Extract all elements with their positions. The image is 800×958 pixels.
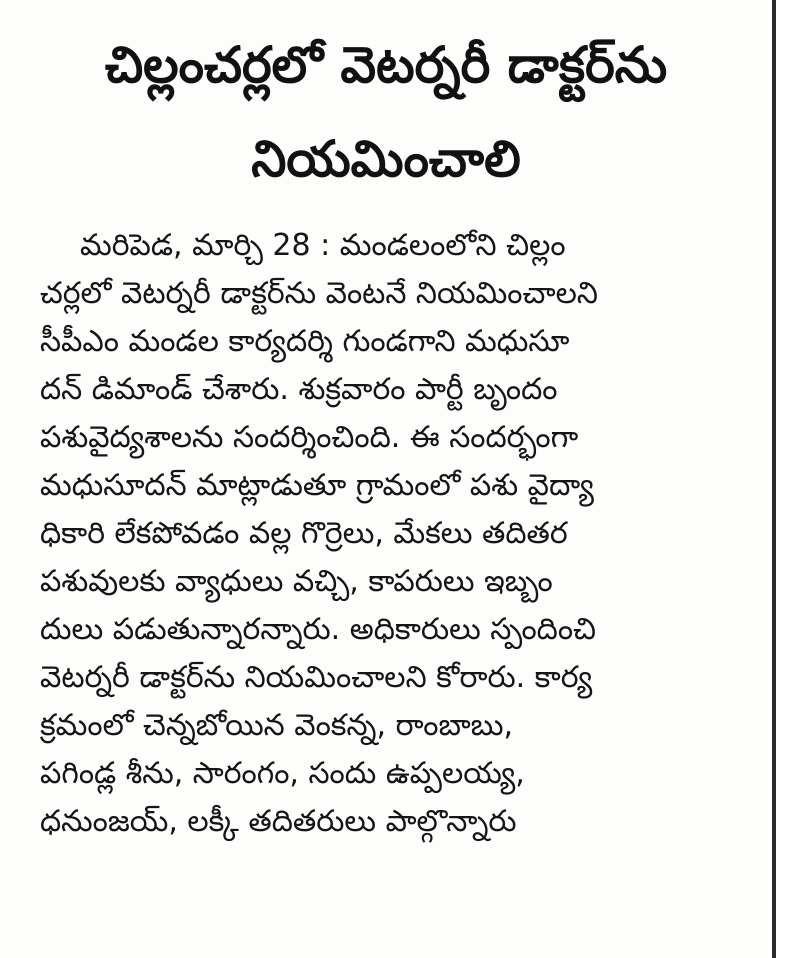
body-line-11: క్రమంలో చెన్నబోయిన వెంకన్న, రాంబాబు,: [40, 708, 514, 743]
body-line-9: దులు పడుతున్నారన్నారు. అధికారులు స్పందించి: [40, 612, 597, 647]
headline-line-1: చిల్లంచర్లలో వెటర్నరీ డాక్టర్‌ను: [104, 36, 668, 94]
body-line-12: పగిండ్ల శీను, సారంగం, సందు ఉప్పలయ్య,: [40, 756, 525, 791]
body-line-2: చర్లలో వెటర్నరీ డాక్టర్‌ను వెంటనే నియమించాలని: [40, 276, 598, 311]
body-line-4: దన్ డిమాండ్ చేశారు. శుక్రవారం పార్టీ బృందం: [40, 372, 558, 407]
body-line-8: పశువులకు వ్యాధులు వచ్చి, కాపరులు ఇబ్బం: [40, 564, 553, 599]
body-line-10: వెటర్నరీ డాక్టర్‌ను నియమించాలని కోరారు. కార్య: [40, 660, 593, 695]
body-line-3: సీపీఎం మండల కార్యదర్శి గుండగాని మధుసూ: [40, 324, 570, 359]
page-margin: [776, 0, 800, 958]
headline-line-2: నియమించాలి: [251, 130, 521, 188]
body-line-6: మధుసూదన్ మాట్లాడుతూ గ్రామంలో పశు వైద్యా: [40, 468, 594, 503]
body-line-1: మరిపెడ, మార్చి 28 : మండలంలోని చిల్లం: [80, 228, 566, 263]
body-line-5: పశువైద్యశాలను సందర్శించింది. ఈ సందర్భంగా: [40, 420, 579, 455]
body-line-7: ధికారి లేకపోవడం వల్ల గొర్రెలు, మేకలు తదితర: [40, 516, 568, 551]
body-line-13: ధనుంజయ్, లక్కీ తదితరులు పాల్గొన్నారు: [40, 804, 517, 839]
headline: [10, 18, 762, 206]
article-body: [40, 222, 740, 846]
